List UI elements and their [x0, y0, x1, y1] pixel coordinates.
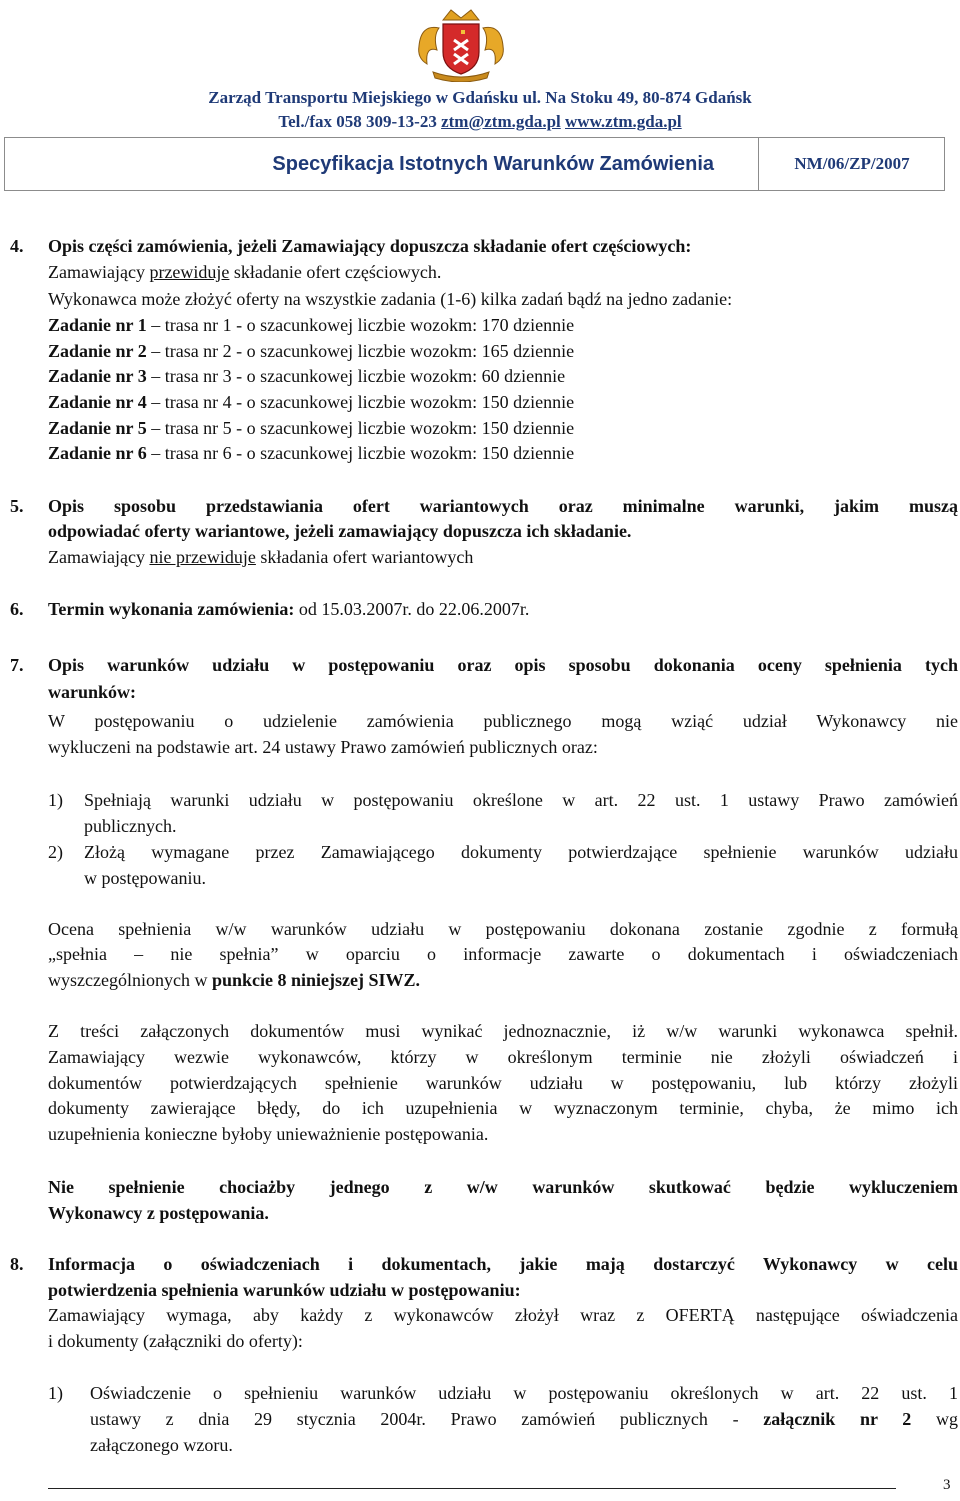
section-8-title-line1: Informacja o oświadczeniach i dokumentach, jakie mają dostarczyć Wykonawcy w celu: [48, 1254, 958, 1274]
section-5-text: [48, 545, 958, 569]
section-7-title-line2: warunków:: [48, 682, 137, 702]
gdansk-coat-of-arms-icon: [413, 6, 509, 82]
s7-p1-line2: wykluczeni na podstawie art. 24 ustawy Prawo zamówień publicznych oraz:: [48, 737, 598, 757]
s5-text-b: składania ofert wariantowych: [255, 547, 474, 567]
s8-item-line1: Oświadczenie o spełnieniu warunków udziału w postępowaniu określonych w art. 22 ust. 1: [90, 1383, 958, 1403]
s8-item-line3: załączonego wzoru.: [90, 1435, 233, 1455]
s7-p3-line: uzupełnienia konieczne byłoby unieważnienie postępowania.: [48, 1124, 489, 1144]
task-text: – trasa nr 3 - o szacunkowej liczbie wozokm: 60 dziennie: [146, 366, 566, 386]
s5-text-a: Zamawiający: [48, 547, 150, 567]
task-label: Zadanie nr 2: [48, 341, 147, 361]
s7-item-number: 1): [48, 790, 63, 810]
s5-text-underlined: nie przewiduje: [149, 547, 256, 567]
header-email-link[interactable]: ztm@ztm.gda.pl: [441, 112, 561, 131]
spec-code: NM/06/ZP/2007: [794, 154, 910, 173]
header-www-link[interactable]: www.ztm.gda.pl: [565, 112, 682, 131]
footer-rule: [48, 1488, 896, 1489]
header-tel: Tel./fax 058 309-13-23: [278, 112, 437, 131]
task-row: [48, 390, 958, 414]
task-text: – trasa nr 4 - o szacunkowej liczbie wozokm: 150 dziennie: [146, 392, 575, 412]
header-organization: Zarząd Transportu Miejskiego w Gdańsku ul. Na Stoku 49, 80-874 Gdańsk: [208, 88, 752, 107]
s8-item-line2: [90, 1407, 958, 1431]
s7-p3-line: dokumentów potwierdzających spełnienie warunków udziału w postępowaniu, lub którzy złożyli: [48, 1073, 958, 1093]
task-row: [48, 416, 958, 440]
s7-p2-line3: [48, 968, 958, 992]
task-text: – trasa nr 2 - o szacunkowej liczbie wozokm: 165 dziennie: [146, 341, 575, 361]
s4-p1-underlined: przewiduje: [149, 262, 230, 282]
s8-item-number: 1): [48, 1383, 63, 1403]
s7-p2-line3-a: wyszczególnionych w: [48, 970, 212, 990]
s7-item-line2: w postępowaniu.: [84, 868, 206, 888]
section-8-title-line2: potwierdzenia spełnienia warunków udziału w postępowaniu:: [48, 1280, 521, 1300]
task-text: – trasa nr 1 - o szacunkowej liczbie wozokm: 170 dziennie: [146, 315, 575, 335]
s8-item-line2-c: wg: [911, 1409, 959, 1429]
s7-p2-line2: „spełnia – nie spełnia” w oparciu o informacje zawarte o dokumentach i oświadczeniach: [48, 944, 958, 964]
s7-p1-line1: W postępowaniu o udzielenie zamówienia publicznego mogą wziąć udział Wykonawcy nie: [48, 711, 958, 731]
s7-p3-line: Zamawiający wezwie wykonawców, którzy w określonym terminie nie złożyli oświadczeń i: [48, 1047, 958, 1067]
s7-item-line2: publicznych.: [84, 816, 177, 836]
spec-title: Specyfikacja Istotnych Warunków Zamówienia: [272, 153, 714, 175]
task-label: Zadanie nr 3: [48, 366, 147, 386]
task-text: – trasa nr 6 - o szacunkowej liczbie wozokm: 150 dziennie: [146, 443, 575, 463]
s8-item-line2-bold: załącznik nr 2: [763, 1409, 912, 1429]
s7-p2-line1: Ocena spełnienia w/w warunków udziału w postępowaniu dokonana zostanie zgodnie z formułą: [48, 919, 958, 939]
section-8-number: 8.: [10, 1254, 24, 1274]
page-number: 3: [943, 1477, 951, 1493]
s7-item-number: 2): [48, 842, 63, 862]
task-row: [48, 339, 958, 363]
section-6-line: [48, 597, 958, 621]
s8-p1-line2: i dokumenty (załączniki do oferty):: [48, 1331, 303, 1351]
task-row: [48, 364, 958, 388]
s7-p4-line1: Nie spełnienie chociażby jednego z w/w warunków skutkować będzie wykluczeniem: [48, 1177, 958, 1197]
s7-item-line1: Spełniają warunki udziału w postępowaniu określone w art. 22 ust. 1 ustawy Prawo zamówień: [84, 790, 958, 810]
task-label: Zadanie nr 4: [48, 392, 147, 412]
section-5-title-line2: odpowiadać oferty wariantowe, jeżeli zamawiający dopuszcza ich składanie.: [48, 521, 632, 541]
task-text: – trasa nr 5 - o szacunkowej liczbie wozokm: 150 dziennie: [146, 418, 575, 438]
section-5-number: 5.: [10, 496, 24, 516]
section-4-p2: Wykonawca może złożyć oferty na wszystkie zadania (1-6) kilka zadań bądź na jedno zadanie:: [48, 289, 733, 309]
s8-p1-line1: Zamawiający wymaga, aby każdy z wykonawców złożył wraz z OFERTĄ następujące oświadczenia: [48, 1305, 958, 1325]
s7-p2-line3-bold: punkcie 8 niniejszej SIWZ.: [211, 970, 420, 990]
section-7-title-line1: Opis warunków udziału w postępowaniu oraz opis sposobu dokonania oceny spełnienia tych: [48, 655, 958, 675]
section-7-number: 7.: [10, 655, 24, 675]
section-4-p1: [48, 260, 958, 284]
section-4-number: 4.: [10, 236, 24, 256]
s4-p1-b: składanie ofert częściowych.: [229, 262, 442, 282]
task-label: Zadanie nr 5: [48, 418, 147, 438]
s8-item-line2-a: ustawy z dnia 29 stycznia 2004r. Prawo zamówień publicznych -: [90, 1409, 764, 1429]
section-6-title: Termin wykonania zamówienia:: [48, 599, 295, 619]
section-6-dates: od 15.03.2007r. do 22.06.2007r.: [294, 599, 530, 619]
task-row: [48, 313, 958, 337]
s7-p3-line: Z treści załączonych dokumentów musi wynikać jednoznacznie, iż w/w warunki wykonawca spełnił.: [48, 1021, 958, 1041]
task-row: [48, 441, 958, 465]
section-6-number: 6.: [10, 599, 24, 619]
header-contact: [0, 112, 960, 132]
section-4-title: Opis części zamówienia, jeżeli Zamawiający dopuszcza składanie ofert częściowych:: [48, 236, 692, 256]
s7-p4-line2: Wykonawcy z postępowania.: [48, 1203, 269, 1223]
s7-item-line1: Złożą wymagane przez Zamawiającego dokumenty potwierdzające spełnienie warunków udziału: [84, 842, 958, 862]
task-label: Zadanie nr 6: [48, 443, 147, 463]
section-5-title-line1: Opis sposobu przedstawiania ofert wariantowych oraz minimalne warunki, jakim muszą: [48, 496, 958, 516]
s4-p1-a: Zamawiający: [48, 262, 150, 282]
task-label: Zadanie nr 1: [48, 315, 147, 335]
s7-p3-line: dokumenty zawierające błędy, do ich uzupełnienia w wyznaczonym terminie, chyba, że mimo ich: [48, 1098, 958, 1118]
